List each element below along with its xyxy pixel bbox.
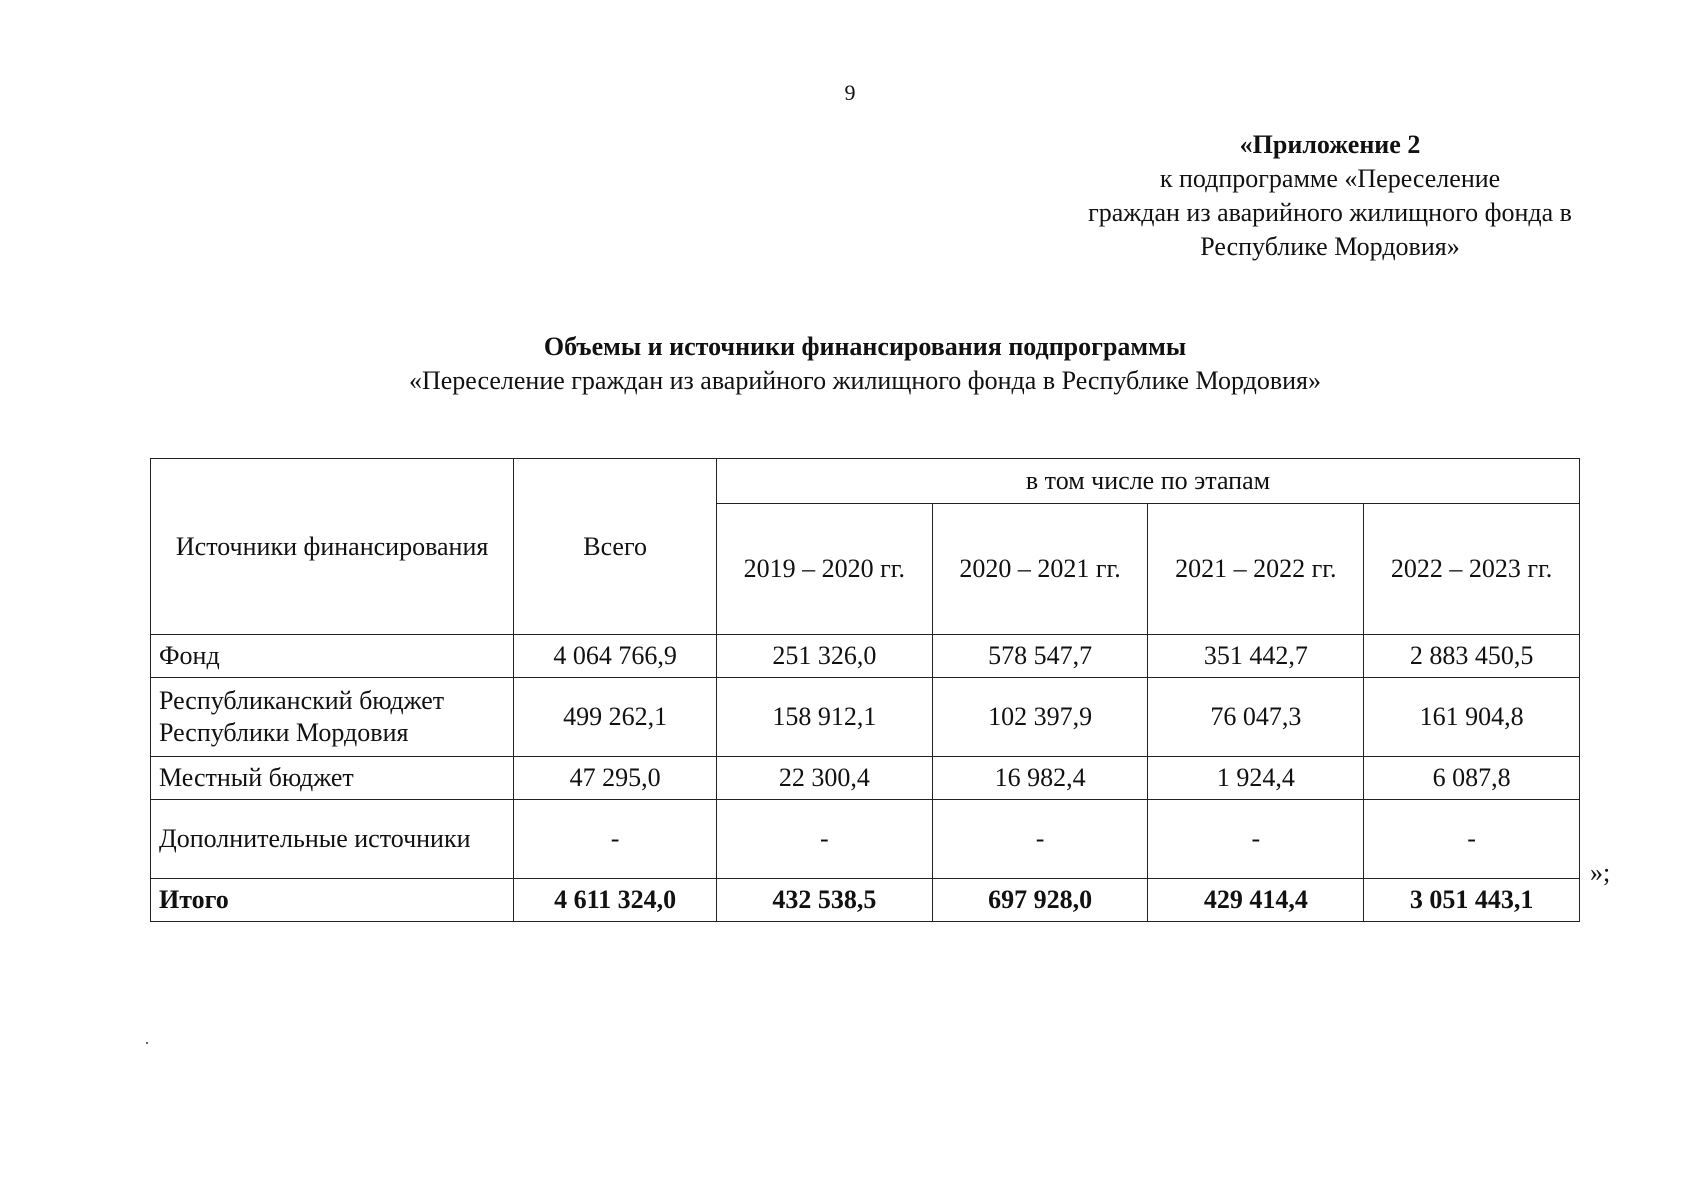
header-stages: в том числе по этапам bbox=[716, 459, 1579, 504]
appendix-line-1: к подпрограмме «Переселение bbox=[1159, 164, 1501, 193]
document-title bbox=[0, 330, 1700, 398]
row-total: 499 262,1 bbox=[514, 678, 717, 757]
header-year-2021-2022: 2021 – 2022 гг. bbox=[1148, 504, 1364, 635]
financing-table bbox=[150, 458, 1580, 922]
row-value: 1 924,4 bbox=[1148, 757, 1364, 800]
table-row bbox=[151, 757, 1580, 800]
row-total: 47 295,0 bbox=[514, 757, 717, 800]
row-label: Республиканский бюджет Республики Мордовия bbox=[151, 678, 514, 757]
header-year-2022-2023: 2022 – 2023 гг. bbox=[1364, 504, 1580, 635]
document-title-line-2: «Переселение граждан из аварийного жилищного фонда в Республике Мордовия» bbox=[408, 366, 1322, 395]
total-sum: 4 611 324,0 bbox=[514, 879, 717, 922]
row-label: Местный бюджет bbox=[151, 757, 514, 800]
row-value: 16 982,4 bbox=[932, 757, 1148, 800]
total-value: 3 051 443,1 bbox=[1364, 879, 1580, 922]
header-sources: Источники финансирования bbox=[151, 459, 514, 635]
row-value: - bbox=[716, 800, 932, 879]
row-value: - bbox=[1364, 800, 1580, 879]
total-label: Итого bbox=[151, 879, 514, 922]
row-label: Фонд bbox=[151, 635, 514, 678]
appendix-line-3: Республике Мордовия» bbox=[1200, 232, 1460, 261]
total-row bbox=[151, 879, 1580, 922]
total-value: 429 414,4 bbox=[1148, 879, 1364, 922]
row-value: 161 904,8 bbox=[1364, 678, 1580, 757]
header-year-2019-2020: 2019 – 2020 гг. bbox=[716, 504, 932, 635]
appendix-block bbox=[1050, 128, 1610, 264]
row-value: 251 326,0 bbox=[716, 635, 932, 678]
row-total: - bbox=[514, 800, 717, 879]
row-value: 102 397,9 bbox=[932, 678, 1148, 757]
row-value: - bbox=[932, 800, 1148, 879]
row-value: 6 087,8 bbox=[1364, 757, 1580, 800]
header-year-2020-2021: 2020 – 2021 гг. bbox=[932, 504, 1148, 635]
row-total: 4 064 766,9 bbox=[514, 635, 717, 678]
row-value: 351 442,7 bbox=[1148, 635, 1364, 678]
table-row bbox=[151, 635, 1580, 678]
document-title-line-1: Объемы и источники финансирования подпрограммы bbox=[543, 332, 1187, 361]
row-value: 578 547,7 bbox=[932, 635, 1148, 678]
page-number: 9 bbox=[844, 80, 856, 105]
total-value: 432 538,5 bbox=[716, 879, 932, 922]
row-value: - bbox=[1148, 800, 1364, 879]
row-value: 22 300,4 bbox=[716, 757, 932, 800]
header-total: Всего bbox=[514, 459, 717, 635]
row-label: Дополнительные источники bbox=[151, 800, 514, 879]
scan-speck bbox=[146, 1042, 148, 1044]
appendix-title: «Приложение 2 bbox=[1239, 130, 1421, 159]
appendix-line-2: граждан из аварийного жилищного фонда в bbox=[1088, 198, 1572, 227]
row-value: 2 883 450,5 bbox=[1364, 635, 1580, 678]
table-row bbox=[151, 678, 1580, 757]
table-row bbox=[151, 800, 1580, 879]
closing-quote-mark: »; bbox=[1590, 858, 1611, 887]
row-value: 76 047,3 bbox=[1148, 678, 1364, 757]
total-value: 697 928,0 bbox=[932, 879, 1148, 922]
row-value: 158 912,1 bbox=[716, 678, 932, 757]
